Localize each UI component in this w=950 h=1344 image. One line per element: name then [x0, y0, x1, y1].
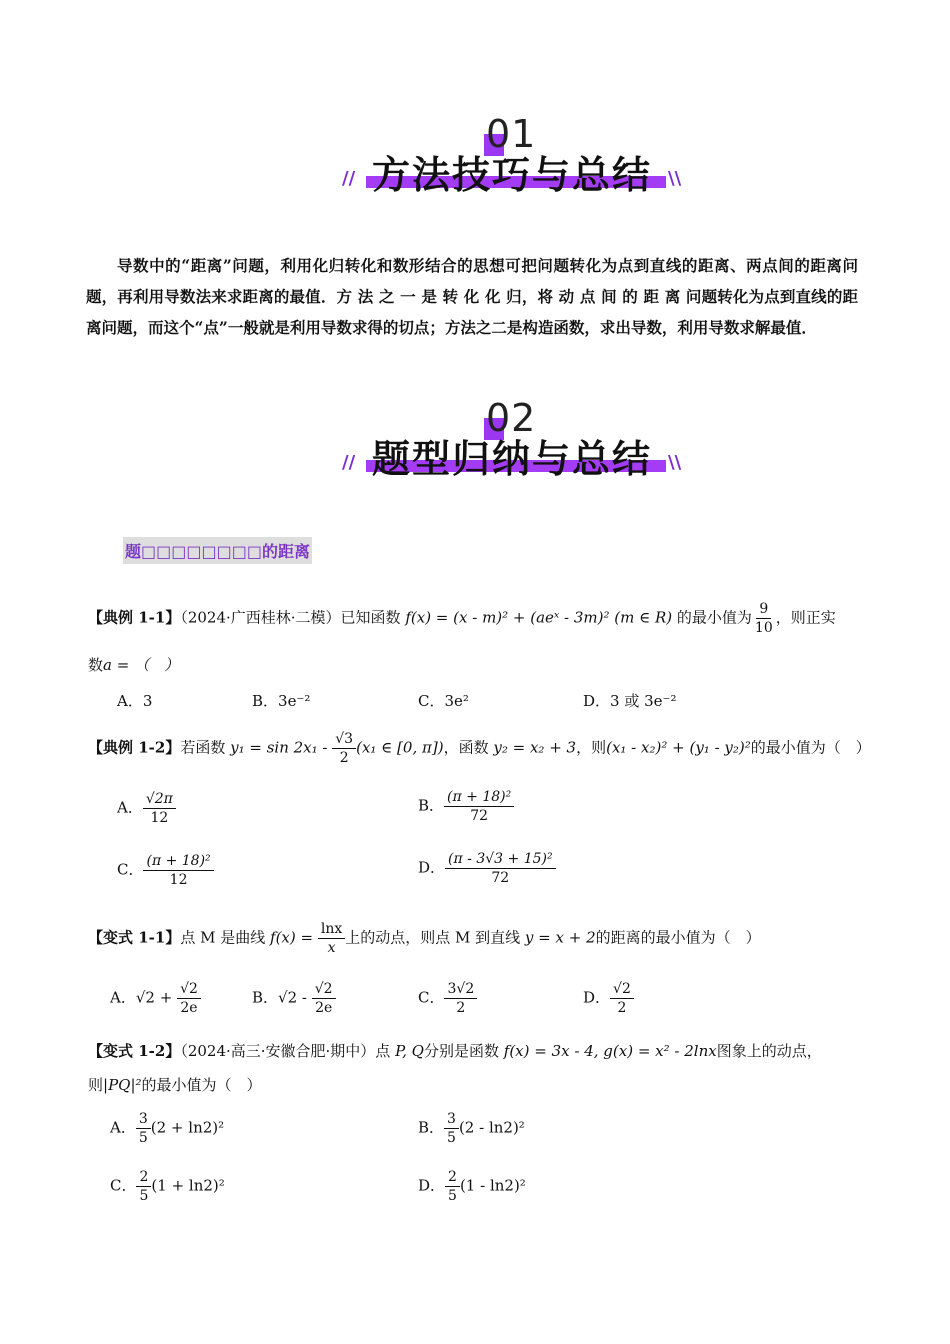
- question-text: 数: [88, 656, 104, 674]
- question-text: 则: [88, 1076, 104, 1094]
- fraction: [177, 980, 201, 1017]
- function-expression: y₂ = x₂ + 3: [493, 738, 577, 757]
- fraction: [143, 852, 213, 889]
- points-expression: P, Q: [395, 1042, 424, 1060]
- denominator: 12: [169, 872, 188, 888]
- slash-decoration-right: \\: [668, 452, 682, 473]
- section-banner-2: [340, 396, 680, 506]
- option-expression: (1 - ln2)²: [459, 1176, 526, 1195]
- question-text: ，则: [576, 738, 607, 757]
- fraction: [444, 1110, 459, 1147]
- numerator: √3: [332, 730, 356, 749]
- denominator: x: [327, 940, 336, 956]
- numerator: (π + 18)²: [444, 788, 514, 807]
- numerator: 2: [136, 1168, 151, 1187]
- option-b[interactable]: B．3e⁻²: [252, 692, 311, 710]
- intro-text: 导数中的“距离”问题，利用化归转化和数形结合的思想可把问题转化为点到直线的距离、两点间的距离问题，再利用导数法来求距离的最值．方 法 之 一 是 转 化 化 归，将 动 点 间 的 距 离 问题转化为点到直线的距离问题，而这个“点”一般就是利用导数求得的切点；方法之二是构造函数，求出导数，利用导数求解最值．: [86, 256, 858, 337]
- question-text: 的最小值为: [676, 608, 752, 627]
- denominator: 10: [754, 620, 773, 636]
- question-2: [88, 730, 871, 767]
- option-label: A．: [110, 988, 136, 1007]
- section-title: 方法技巧与总结: [372, 153, 653, 197]
- option-label: B．: [252, 988, 279, 1007]
- option-label: C．: [418, 988, 445, 1007]
- option-d[interactable]: [583, 980, 634, 1017]
- option-label: A．: [117, 798, 143, 817]
- denominator: 5: [448, 1188, 457, 1204]
- question-4: [88, 1040, 822, 1061]
- numerator: √2: [177, 980, 201, 999]
- option-b[interactable]: [418, 1110, 525, 1147]
- denominator: 2: [456, 1000, 466, 1016]
- option-label: D．: [418, 858, 446, 877]
- denominator: 72: [491, 870, 510, 886]
- option-label: C．: [110, 1176, 137, 1195]
- question-3: [88, 920, 761, 957]
- intro-paragraph: [86, 250, 858, 343]
- question-source: （2024·广西桂林·二模）已知函数: [180, 608, 401, 627]
- denominator: 72: [470, 808, 489, 824]
- option-c[interactable]: [117, 852, 214, 889]
- question-text: 上的动点，则点 M 到直线: [345, 928, 521, 947]
- slash-decoration-right: \\: [668, 168, 682, 189]
- slash-decoration-left: //: [342, 168, 356, 189]
- question-source: （2024·高三·安徽合肥·期中）点: [180, 1042, 391, 1060]
- question-tag: 【典例 1-2】: [88, 738, 181, 757]
- option-d[interactable]: [418, 1168, 526, 1205]
- slash-decoration-left: //: [342, 452, 356, 473]
- section-banner-1: [340, 112, 680, 222]
- numerator: 2: [445, 1168, 460, 1187]
- numerator: √2: [610, 980, 634, 999]
- option-c[interactable]: C．3e²: [418, 692, 469, 710]
- question-text: 若函数: [180, 738, 226, 757]
- fraction: [610, 980, 634, 1017]
- numerator: 3: [136, 1110, 151, 1129]
- fraction: [752, 600, 776, 637]
- question-text: ，函数: [443, 738, 489, 757]
- option-expression: (1 + ln2)²: [151, 1176, 225, 1195]
- numerator: 3√2: [444, 980, 477, 999]
- denominator: 2: [339, 750, 349, 766]
- option-a[interactable]: [117, 790, 176, 827]
- question-text: 分别是函数: [423, 1042, 499, 1060]
- section-number: 01: [486, 112, 537, 156]
- numerator: √2π: [143, 790, 176, 809]
- option-a[interactable]: [110, 1110, 224, 1147]
- section-title: 题型归纳与总结: [372, 437, 653, 481]
- fraction: [445, 850, 556, 887]
- numerator: 9: [756, 600, 771, 619]
- option-label: A．: [110, 1118, 136, 1137]
- fraction: [318, 920, 345, 957]
- option-b[interactable]: [418, 788, 514, 825]
- option-expression: (2 - ln2)²: [458, 1118, 525, 1137]
- denominator: 5: [447, 1130, 456, 1146]
- numerator: 3: [444, 1110, 459, 1129]
- domain-expression: (x₁ ∈ [0, π]): [356, 738, 444, 757]
- fraction: [444, 980, 477, 1017]
- option-b[interactable]: [252, 980, 336, 1017]
- denominator: 2e: [315, 1000, 333, 1016]
- target-expression: (x₁ - x₂)² + (y₁ - y₂)²: [606, 738, 751, 757]
- denominator: 5: [139, 1188, 149, 1204]
- question-text: ，则正实: [775, 608, 836, 627]
- option-a[interactable]: A．3: [117, 692, 153, 710]
- question-text: 的距离的最小值为（ ）: [595, 928, 761, 947]
- question-1-line2: [88, 654, 179, 675]
- target-expression: |PQ|²: [103, 1076, 142, 1094]
- option-d[interactable]: D．3 或 3e⁻²: [583, 692, 677, 710]
- question-tag: 【变式 1-1】: [88, 928, 181, 947]
- denominator: 12: [150, 810, 169, 826]
- fraction: [444, 788, 514, 825]
- topic-heading: 题□□□□□□□□的距离: [123, 537, 312, 564]
- option-d[interactable]: [418, 850, 556, 887]
- question-text: 图象上的动点，: [716, 1042, 822, 1060]
- section-number: 02: [486, 396, 537, 440]
- denominator: 5: [138, 1130, 148, 1146]
- option-prefix: √2 +: [135, 988, 178, 1007]
- fraction: [143, 790, 176, 827]
- option-label: B．: [418, 796, 445, 815]
- question-tag: 【典例 1-1】: [88, 608, 181, 627]
- question-4-line2: [88, 1074, 262, 1095]
- denominator: 2e: [180, 1000, 198, 1016]
- function-expression: y₁ = sin 2x₁ -: [230, 738, 333, 757]
- denominator: 2: [617, 1000, 627, 1016]
- question-text: 的最小值为（ ）: [750, 738, 871, 757]
- option-prefix: √2 -: [278, 988, 312, 1007]
- numerator: (π - 3√3 + 15)²: [445, 850, 556, 869]
- question-text: 点 M 是曲线: [180, 928, 266, 947]
- numerator: √2: [312, 980, 336, 999]
- numerator: lnx: [318, 920, 345, 939]
- fraction: [312, 980, 336, 1017]
- option-label: B．: [418, 1118, 445, 1137]
- option-c[interactable]: [110, 1168, 225, 1205]
- question-1: [88, 600, 836, 637]
- option-label: D．: [583, 988, 611, 1007]
- fraction: [332, 730, 356, 767]
- question-text: a = （ ）: [103, 656, 180, 674]
- function-expression: f(x) =: [270, 928, 318, 947]
- option-label: C．: [117, 860, 144, 879]
- fraction: [445, 1168, 460, 1205]
- option-a[interactable]: [110, 980, 201, 1017]
- fraction: [136, 1168, 151, 1205]
- question-tag: 【变式 1-2】: [88, 1042, 181, 1060]
- numerator: (π + 18)²: [143, 852, 213, 871]
- line-expression: y = x + 2: [524, 928, 596, 947]
- function-expression: f(x) = 3x - 4, g(x) = x² - 2lnx: [503, 1042, 717, 1060]
- function-expression: f(x) = (x - m)² + (aeˣ - 3m)² (m ∈ R): [405, 608, 673, 627]
- option-c[interactable]: [418, 980, 477, 1017]
- option-expression: (2 + ln2)²: [150, 1118, 225, 1137]
- option-label: D．: [418, 1176, 446, 1195]
- fraction: [136, 1110, 151, 1147]
- question-text: 的最小值为（ ）: [141, 1076, 262, 1094]
